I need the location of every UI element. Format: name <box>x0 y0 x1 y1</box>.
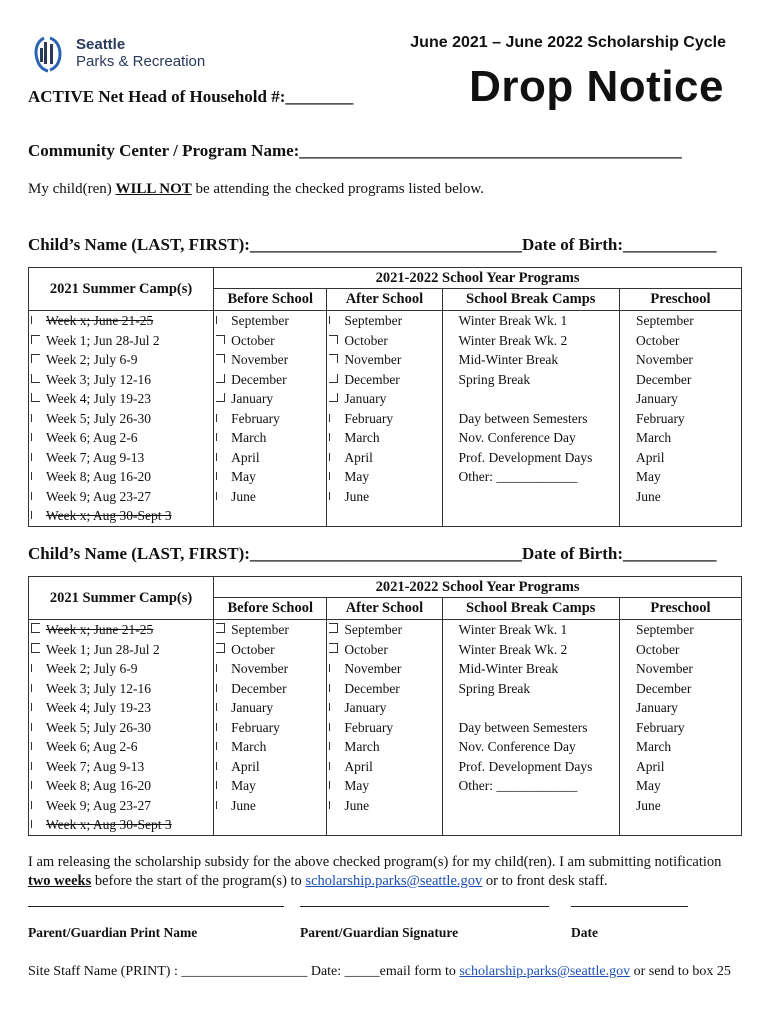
seattle-parks-logo <box>30 34 230 74</box>
checkbox-icon[interactable] <box>216 472 225 480</box>
checkbox-icon[interactable] <box>622 375 630 383</box>
camp-option[interactable]: Week 2; July 6-9 <box>29 350 213 370</box>
checkbox-icon[interactable] <box>216 703 225 711</box>
checkbox-icon[interactable] <box>445 625 453 633</box>
camp-option[interactable]: Week x; June 21-25 <box>29 311 213 331</box>
checkbox-icon[interactable] <box>622 453 630 461</box>
camp-option[interactable]: Week 1; Jun 28-Jul 2 <box>29 640 213 660</box>
checkbox-icon[interactable] <box>31 453 40 461</box>
after-school-option[interactable]: November <box>327 659 441 679</box>
checkbox-icon[interactable] <box>622 703 630 711</box>
checkbox-icon[interactable] <box>622 336 630 344</box>
before-school-option[interactable]: November <box>214 659 326 679</box>
checkbox-icon[interactable] <box>445 355 453 363</box>
org-line-2: Parks & Recreation <box>76 53 206 70</box>
checkbox-icon[interactable] <box>622 625 630 633</box>
preschool-option[interactable]: January <box>620 698 741 718</box>
checkbox-icon[interactable] <box>445 453 453 461</box>
checkbox-icon[interactable] <box>622 472 630 480</box>
checkbox-icon[interactable] <box>31 393 40 402</box>
checkbox-icon[interactable] <box>216 781 225 789</box>
checkbox-icon[interactable] <box>216 393 225 402</box>
checkbox-icon[interactable] <box>445 316 453 324</box>
before-school-option[interactable]: May <box>214 776 326 796</box>
preschool-option[interactable]: September <box>620 311 741 331</box>
summer-camps-column <box>29 620 214 836</box>
checkbox-icon[interactable] <box>622 414 630 422</box>
checkbox-icon[interactable] <box>329 703 338 711</box>
page-title: Drop Notice <box>469 62 724 111</box>
camp-option[interactable]: Week x; June 21-25 <box>29 620 213 640</box>
preschool-option[interactable]: September <box>620 620 741 640</box>
preschool-option[interactable]: March <box>620 737 741 757</box>
before-school-option[interactable]: October <box>214 640 326 660</box>
before-school-option[interactable]: September <box>214 620 326 640</box>
checkbox-icon[interactable] <box>216 453 225 461</box>
checkbox-icon[interactable] <box>31 492 40 500</box>
checkbox-icon[interactable] <box>329 762 338 770</box>
after-school-option[interactable]: September <box>327 620 441 640</box>
after-school-option[interactable]: November <box>327 350 441 370</box>
checkbox-icon[interactable] <box>216 684 225 692</box>
checkbox-icon[interactable] <box>445 336 453 344</box>
camp-option[interactable]: Week 8; Aug 16-20 <box>29 776 213 796</box>
break-camp-option[interactable]: Prof. Development Days <box>443 448 619 468</box>
checkbox-icon[interactable] <box>216 433 225 441</box>
header-school-year: 2021-2022 School Year Programs <box>214 577 742 598</box>
camp-option[interactable]: Week 2; July 6-9 <box>29 659 213 679</box>
intro-text: My child(ren) WILL NOT be attending the checked programs listed below. <box>28 181 485 197</box>
before-school-option[interactable]: February <box>214 409 326 429</box>
camp-option[interactable]: Week 3; July 12-16 <box>29 679 213 699</box>
before-school-option[interactable]: April <box>214 757 326 777</box>
before-school-option[interactable]: May <box>214 467 326 487</box>
camp-option[interactable]: Week 8; Aug 16-20 <box>29 467 213 487</box>
preschool-option[interactable]: March <box>620 428 741 448</box>
checkbox-icon[interactable] <box>329 742 338 750</box>
checkbox-icon[interactable] <box>445 742 453 750</box>
camp-option[interactable]: Week 6; Aug 2-6 <box>29 737 213 757</box>
preschool-option[interactable]: October <box>620 331 741 351</box>
header-breaks: School Break Camps <box>442 598 619 620</box>
header-preschool: Preschool <box>619 598 741 620</box>
break-camp-option[interactable]: Other: ____________ <box>443 776 619 796</box>
checkbox-icon[interactable] <box>329 393 338 402</box>
checkbox-icon[interactable] <box>445 762 453 770</box>
staff-line: Site Staff Name (PRINT) : __________________ Date: _____email form to scholarship.parks@seattle.gov or send to box 25 <box>28 964 731 979</box>
break-camps-column <box>442 620 619 836</box>
camp-option[interactable]: Week 4; July 19-23 <box>29 698 213 718</box>
camp-option[interactable]: Week x; Aug 30-Sept 3 <box>29 506 213 526</box>
break-camp-option[interactable]: Prof. Development Days <box>443 757 619 777</box>
header-summer: 2021 Summer Camp(s) <box>29 577 214 620</box>
break-camp-option <box>443 698 619 718</box>
preschool-option[interactable]: October <box>620 640 741 660</box>
child-name-field-1[interactable]: Child’s Name (LAST, FIRST):________________________________Date of Birth:___________ <box>28 235 717 254</box>
preschool-option[interactable]: April <box>620 757 741 777</box>
checkbox-icon[interactable] <box>31 472 40 480</box>
checkbox-icon[interactable] <box>622 801 630 809</box>
after-school-option[interactable]: January <box>327 698 441 718</box>
preschool-option[interactable]: May <box>620 776 741 796</box>
preschool-option[interactable]: May <box>620 467 741 487</box>
date-label: Date <box>571 925 598 940</box>
before-school-option[interactable]: February <box>214 718 326 738</box>
checkbox-icon[interactable] <box>31 643 40 653</box>
before-school-option[interactable]: December <box>214 679 326 699</box>
checkbox-icon[interactable] <box>329 414 338 422</box>
break-camp-option <box>443 389 619 409</box>
checkbox-icon[interactable] <box>31 623 40 633</box>
checkbox-icon[interactable] <box>445 664 453 672</box>
before-school-option[interactable]: October <box>214 331 326 351</box>
preschool-option[interactable]: June <box>620 796 741 816</box>
preschool-option[interactable]: November <box>620 659 741 679</box>
before-school-option[interactable]: January <box>214 698 326 718</box>
checkbox-icon[interactable] <box>445 472 453 480</box>
camp-option[interactable]: Week 5; July 26-30 <box>29 409 213 429</box>
checkbox-icon[interactable] <box>622 645 630 653</box>
org-line-1: Seattle <box>76 36 126 53</box>
camp-option[interactable]: Week 3; July 12-16 <box>29 370 213 390</box>
before-school-option[interactable]: April <box>214 448 326 468</box>
email-link[interactable]: scholarship.parks@seattle.gov <box>459 964 631 979</box>
checkbox-icon[interactable] <box>329 684 338 692</box>
after-school-option[interactable]: May <box>327 467 441 487</box>
checkbox-icon[interactable] <box>329 623 338 633</box>
before-school-option[interactable]: January <box>214 389 326 409</box>
break-camp-option[interactable]: Day between Semesters <box>443 718 619 738</box>
checkbox-icon[interactable] <box>622 762 630 770</box>
email-link[interactable]: scholarship.parks@seattle.gov <box>305 873 483 889</box>
preschool-option[interactable]: February <box>620 409 741 429</box>
camp-option[interactable]: Week x; Aug 30-Sept 3 <box>29 815 213 835</box>
checkbox-icon[interactable] <box>31 820 40 828</box>
after-school-option[interactable]: March <box>327 737 441 757</box>
after-school-option[interactable]: January <box>327 389 441 409</box>
after-school-option[interactable]: June <box>327 487 441 507</box>
before-school-option[interactable]: December <box>214 370 326 390</box>
checkbox-icon[interactable] <box>329 492 338 500</box>
header-after: After School <box>327 598 442 620</box>
checkbox-icon[interactable] <box>31 433 40 441</box>
checkbox-icon[interactable] <box>329 643 338 653</box>
checkbox-icon[interactable] <box>31 664 40 672</box>
before-school-option[interactable]: June <box>214 487 326 507</box>
camp-option[interactable]: Week 9; Aug 23-27 <box>29 487 213 507</box>
after-school-column <box>327 620 442 836</box>
release-statement: I am releasing the scholarship subsidy for the above checked program(s) for my child(ren). I am submitting notification two weeks before the start of the program(s) to scholarship.parks@seattle.gov or to front desk staff. <box>28 854 722 889</box>
camp-option[interactable]: Week 6; Aug 2-6 <box>29 428 213 448</box>
checkbox-icon[interactable] <box>622 355 630 363</box>
checkbox-icon[interactable] <box>31 684 40 692</box>
header-before: Before School <box>214 289 327 311</box>
checkbox-icon[interactable] <box>622 316 630 324</box>
checkbox-icon[interactable] <box>622 781 630 789</box>
after-school-column <box>327 311 442 527</box>
checkbox-icon[interactable] <box>216 643 225 653</box>
checkbox-icon[interactable] <box>622 684 630 692</box>
checkbox-icon[interactable] <box>31 354 40 363</box>
preschool-column <box>619 311 741 527</box>
before-school-column <box>214 311 327 527</box>
preschool-option[interactable]: November <box>620 350 741 370</box>
checkbox-icon[interactable] <box>216 374 225 383</box>
after-school-option[interactable]: April <box>327 448 441 468</box>
after-school-option[interactable]: December <box>327 679 441 699</box>
checkbox-icon[interactable] <box>329 433 338 441</box>
checkbox-icon[interactable] <box>216 414 225 422</box>
checkbox-icon[interactable] <box>31 316 40 324</box>
preschool-option[interactable]: December <box>620 679 741 699</box>
preschool-option[interactable]: April <box>620 448 741 468</box>
checkbox-icon[interactable] <box>622 492 630 500</box>
break-camp-option[interactable]: Nov. Conference Day <box>443 737 619 757</box>
after-school-option[interactable]: October <box>327 640 441 660</box>
checkbox-icon[interactable] <box>31 723 40 731</box>
header-breaks: School Break Camps <box>442 289 619 311</box>
break-camp-option[interactable]: Winter Break Wk. 2 <box>443 331 619 351</box>
break-camp-option[interactable]: Day between Semesters <box>443 409 619 429</box>
child-name-field-2[interactable]: Child’s Name (LAST, FIRST):________________________________Date of Birth:___________ <box>28 544 717 563</box>
before-school-option[interactable]: November <box>214 350 326 370</box>
checkbox-icon[interactable] <box>329 664 338 672</box>
logo-icon <box>30 34 70 74</box>
checkbox-icon[interactable] <box>622 394 630 402</box>
checkbox-icon[interactable] <box>329 335 338 344</box>
checkbox-icon[interactable] <box>216 742 225 750</box>
header-preschool: Preschool <box>619 289 741 311</box>
summer-camps-column <box>29 311 214 527</box>
checkbox-icon[interactable] <box>31 335 40 344</box>
signature-line[interactable] <box>300 906 549 907</box>
preschool-option[interactable]: December <box>620 370 741 390</box>
schedule-table-2 <box>28 576 742 836</box>
break-camp-option[interactable]: Mid-Winter Break <box>443 350 619 370</box>
checkbox-icon[interactable] <box>445 375 453 383</box>
date-line[interactable] <box>571 906 688 907</box>
checkbox-icon[interactable] <box>622 742 630 750</box>
checkbox-icon[interactable] <box>31 781 40 789</box>
checkbox-icon[interactable] <box>445 414 453 422</box>
checkbox-icon[interactable] <box>216 354 225 363</box>
household-field[interactable]: ACTIVE Net Head of Household #:________ <box>28 87 354 106</box>
checkbox-icon[interactable] <box>216 801 225 809</box>
checkbox-icon[interactable] <box>216 335 225 344</box>
checkbox-icon[interactable] <box>216 723 225 731</box>
before-school-column <box>214 620 327 836</box>
print-name-line[interactable] <box>28 906 284 907</box>
break-camps-column <box>442 311 619 527</box>
checkbox-icon[interactable] <box>31 374 40 383</box>
checkbox-icon[interactable] <box>445 723 453 731</box>
after-school-option[interactable]: June <box>327 796 441 816</box>
schedule-table-1 <box>28 267 742 527</box>
preschool-option[interactable]: February <box>620 718 741 738</box>
camp-option[interactable]: Week 4; July 19-23 <box>29 389 213 409</box>
checkbox-icon[interactable] <box>329 781 338 789</box>
checkbox-icon[interactable] <box>216 623 225 633</box>
checkbox-icon[interactable] <box>329 723 338 731</box>
checkbox-icon[interactable] <box>329 453 338 461</box>
header-after: After School <box>327 289 442 311</box>
checkbox-icon[interactable] <box>329 801 338 809</box>
break-camp-option[interactable]: Winter Break Wk. 1 <box>443 311 619 331</box>
before-school-option[interactable]: June <box>214 796 326 816</box>
checkbox-icon[interactable] <box>31 414 40 422</box>
checkbox-icon[interactable] <box>622 664 630 672</box>
checkbox-icon[interactable] <box>31 801 40 809</box>
camp-option[interactable]: Week 5; July 26-30 <box>29 718 213 738</box>
checkbox-icon[interactable] <box>445 781 453 789</box>
after-school-option[interactable]: December <box>327 370 441 390</box>
after-school-option[interactable]: April <box>327 757 441 777</box>
print-name-label: Parent/Guardian Print Name <box>28 925 198 940</box>
checkbox-icon[interactable] <box>216 316 225 324</box>
before-school-option[interactable]: March <box>214 737 326 757</box>
preschool-option[interactable]: January <box>620 389 741 409</box>
header-school-year: 2021-2022 School Year Programs <box>214 268 742 289</box>
break-camp-option[interactable]: Other: ____________ <box>443 467 619 487</box>
signature-label: Parent/Guardian Signature <box>300 925 459 940</box>
preschool-column <box>619 620 741 836</box>
checkbox-icon[interactable] <box>31 703 40 711</box>
after-school-option[interactable]: February <box>327 718 441 738</box>
checkbox-icon[interactable] <box>622 723 630 731</box>
checkbox-icon[interactable] <box>329 316 338 324</box>
break-camp-option[interactable]: Winter Break Wk. 1 <box>443 620 619 640</box>
checkbox-icon[interactable] <box>31 762 40 770</box>
break-camp-option[interactable]: Mid-Winter Break <box>443 659 619 679</box>
break-camp-option[interactable]: Winter Break Wk. 2 <box>443 640 619 660</box>
after-school-option[interactable]: May <box>327 776 441 796</box>
header-summer: 2021 Summer Camp(s) <box>29 268 214 311</box>
checkbox-icon[interactable] <box>329 354 338 363</box>
header-before: Before School <box>214 598 327 620</box>
checkbox-icon[interactable] <box>216 762 225 770</box>
checkbox-icon[interactable] <box>622 433 630 441</box>
camp-option[interactable]: Week 9; Aug 23-27 <box>29 796 213 816</box>
after-school-option[interactable]: October <box>327 331 441 351</box>
after-school-option[interactable]: September <box>327 311 441 331</box>
camp-option[interactable]: Week 7; Aug 9-13 <box>29 757 213 777</box>
break-camp-option[interactable]: Spring Break <box>443 370 619 390</box>
checkbox-icon[interactable] <box>329 374 338 383</box>
checkbox-icon[interactable] <box>445 684 453 692</box>
camp-option[interactable]: Week 1; Jun 28-Jul 2 <box>29 331 213 351</box>
checkbox-icon[interactable] <box>31 742 40 750</box>
checkbox-icon[interactable] <box>216 492 225 500</box>
break-camp-option[interactable]: Spring Break <box>443 679 619 699</box>
checkbox-icon[interactable] <box>329 472 338 480</box>
checkbox-icon[interactable] <box>31 511 40 519</box>
before-school-option[interactable]: March <box>214 428 326 448</box>
center-program-field[interactable]: Community Center / Program Name:_____________________________________________ <box>28 141 682 160</box>
break-camp-option[interactable]: Nov. Conference Day <box>443 428 619 448</box>
camp-option[interactable]: Week 7; Aug 9-13 <box>29 448 213 468</box>
after-school-option[interactable]: February <box>327 409 441 429</box>
before-school-option[interactable]: September <box>214 311 326 331</box>
preschool-option[interactable]: June <box>620 487 741 507</box>
checkbox-icon[interactable] <box>445 645 453 653</box>
checkbox-icon[interactable] <box>445 433 453 441</box>
checkbox-icon[interactable] <box>216 664 225 672</box>
after-school-option[interactable]: March <box>327 428 441 448</box>
cycle-title: June 2021 – June 2022 Scholarship Cycle <box>410 34 726 51</box>
